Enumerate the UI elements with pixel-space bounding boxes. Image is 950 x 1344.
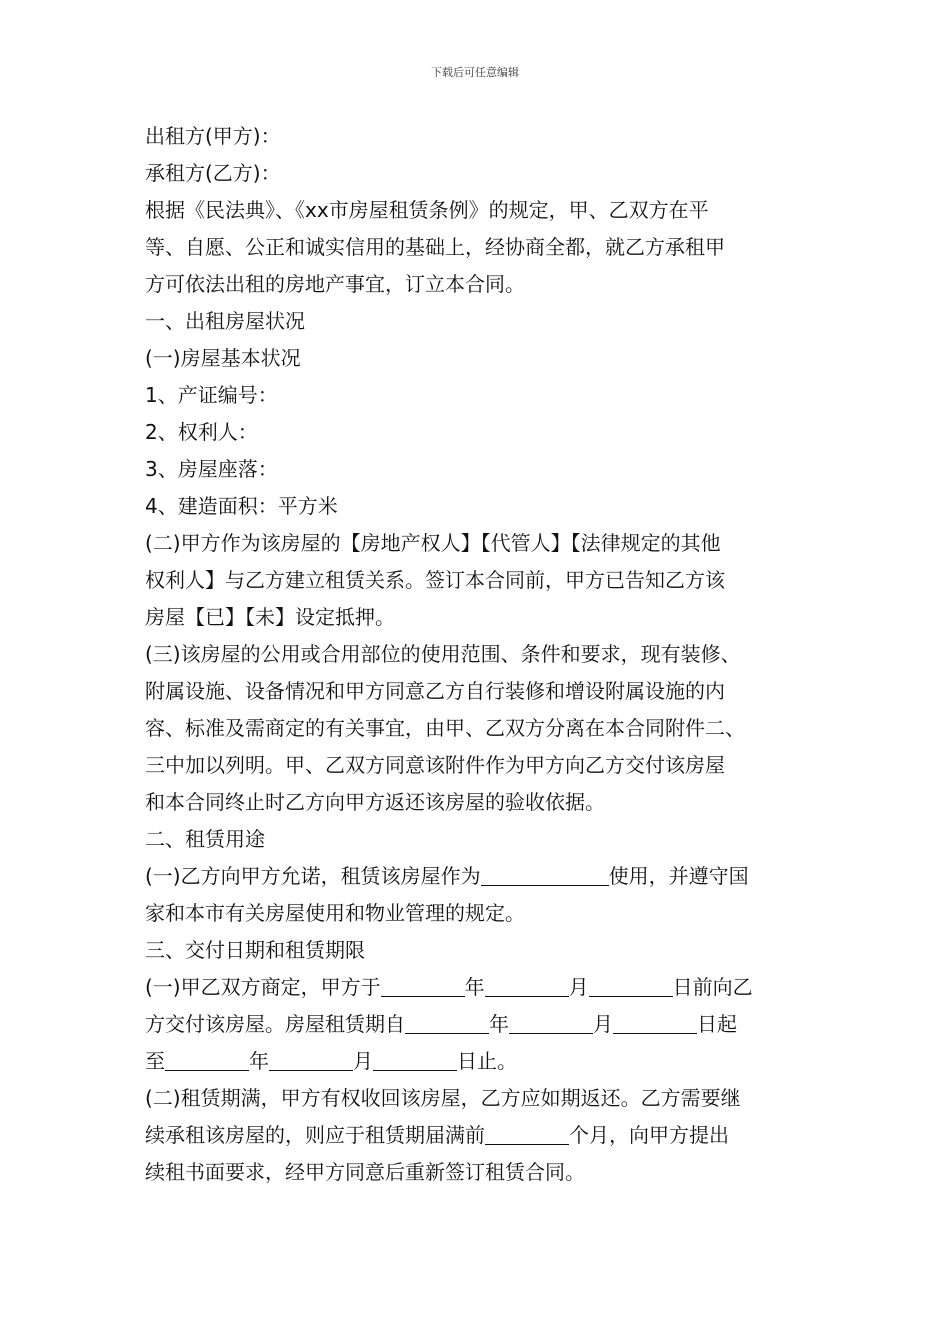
paragraph-line: (一)甲乙双方商定，甲方于 年 月 日前向乙 [145,975,753,999]
paragraph-line: 三中加以列明。甲、乙双方同意该附件作为甲方向乙方交付该房屋 [145,753,725,777]
year-blank [405,1011,489,1034]
paragraph-line: 等、自愿、公正和诚实信用的基础上，经协商全都，就乙方承租甲 [145,235,725,259]
paragraph-line: (三)该房屋的公用或合用部位的使用范围、条件和要求，现有装修、 [145,642,741,666]
paragraph-line: 方交付该房屋。房屋租赁期自 年 月 日起 [145,1012,737,1036]
section-heading: 一、出租房屋状况 [145,309,305,333]
contract-body [145,118,833,1191]
lessee-line: 承租方(乙方)： [145,161,281,185]
month-blank [485,974,569,997]
list-item: 3、房屋座落： [145,457,278,481]
section-heading: 二、租赁用途 [145,827,265,851]
paragraph-line: (二)租赁期满，甲方有权收回该房屋，乙方应如期返还。乙方需要继 [145,1086,741,1110]
lessor-line: 出租方(甲方)： [145,124,281,148]
paragraph-line: 续承租该房屋的，则应于租赁期届满前 个月，向甲方提出 [145,1123,729,1147]
paragraph-line: (一)乙方向甲方允诺，租赁该房屋作为 使用，并遵守国 [145,864,749,888]
paragraph-line: 附属设施、设备情况和甲方同意乙方自行装修和增设附属设施的内 [145,679,725,703]
list-item: 1、产证编号： [145,383,278,407]
subsection-heading: (一)房屋基本状况 [145,346,301,370]
paragraph-line: 续租书面要求，经甲方同意后重新签订租赁合同。 [145,1160,585,1184]
paragraph-line: 和本合同终止时乙方向甲方返还该房屋的验收依据。 [145,790,605,814]
paragraph-line: 权利人】与乙方建立租赁关系。签订本合同前，甲方已告知乙方该 [145,568,725,592]
paragraph-line: (二)甲方作为该房屋的【房地产权人】【代管人】【法律规定的其他 [145,531,721,555]
paragraph-line: 方可依法出租的房地产事宜，订立本合同。 [145,272,525,296]
day-blank [373,1048,457,1071]
paragraph-line: 容、标准及需商定的有关事宜，由甲、乙双方分离在本合同附件二、 [145,716,745,740]
list-item: 2、权利人： [145,420,258,444]
paragraph-line: 根据《民法典》、《xx市房屋租赁条例》的规定，甲、乙双方在平 [145,198,709,222]
usage-blank [481,863,609,886]
day-blank [589,974,673,997]
year-blank [165,1048,249,1071]
month-blank [509,1011,593,1034]
month-blank [269,1048,353,1071]
paragraph-line: 房屋【已】【未】设定抵押。 [145,605,395,629]
section-heading: 三、交付日期和租赁期限 [145,938,365,962]
paragraph-line: 家和本市有关房屋使用和物业管理的规定。 [145,901,525,925]
paragraph-line: 至 年 月 日止。 [145,1049,517,1073]
months-blank [485,1122,569,1145]
list-item: 4、建造面积：平方米 [145,494,338,518]
year-blank [381,974,465,997]
day-blank [613,1011,697,1034]
page-header: 下载后可任意编辑 [431,66,519,79]
